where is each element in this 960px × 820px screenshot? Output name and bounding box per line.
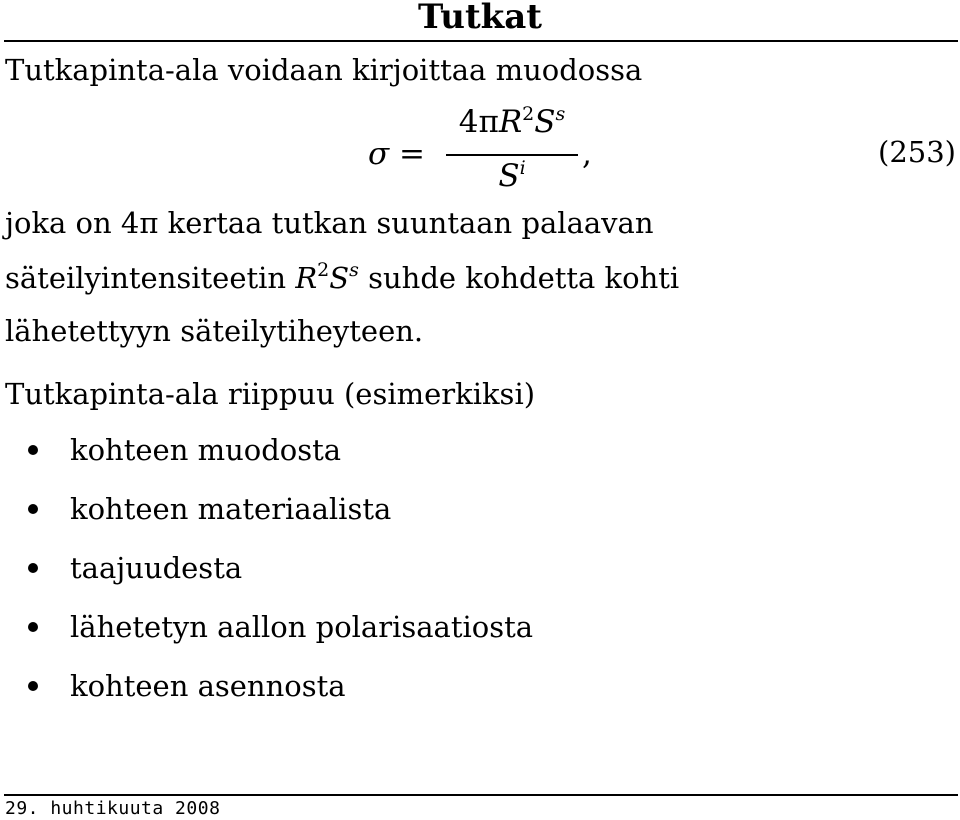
numerator-s: S	[534, 104, 556, 140]
bullet-icon	[28, 445, 38, 455]
list-item-text: kohteen muodosta	[70, 433, 342, 467]
bullet-icon	[28, 504, 38, 514]
list-item-text: taajuudesta	[70, 551, 243, 585]
explanation-line-2	[5, 259, 680, 295]
explanation-s: S	[329, 261, 350, 295]
explanation-r-exponent: 2	[317, 259, 330, 281]
equation-comma: ,	[582, 136, 592, 172]
equation-lhs-text: σ =	[368, 136, 425, 172]
list-item-text: kohteen materiaalista	[70, 492, 392, 526]
numerator-r: R	[498, 104, 523, 140]
title-rule	[4, 40, 958, 42]
explanation-line-2-before: säteilyintensiteetin	[5, 261, 287, 295]
explanation-r: R	[295, 261, 318, 295]
footer-rule	[4, 794, 958, 796]
fraction-bar	[446, 154, 578, 156]
explanation-line-2-after: suhde kohdetta kohti	[368, 261, 680, 295]
equation-fraction	[446, 102, 578, 192]
bullet-icon	[28, 622, 38, 632]
slide-title: Tutkat	[418, 0, 542, 37]
footer-date: 29. huhtikuuta 2008	[5, 798, 221, 819]
bullet-icon	[28, 563, 38, 573]
explanation-line-3: lähetettyyn säteilytiheyteen.	[5, 314, 424, 348]
denominator-s: S	[498, 158, 520, 194]
list-item-text: lähetetyn aallon polarisaatiosta	[70, 610, 534, 644]
explanation-s-exponent: s	[349, 259, 359, 281]
numerator-r-exponent: 2	[522, 103, 535, 125]
numerator-coefficient: 4π	[458, 104, 499, 140]
equation-number: (253)	[878, 135, 956, 169]
depends-intro: Tutkapinta-ala riippuu (esimerkiksi)	[5, 377, 536, 411]
intro-text: Tutkapinta-ala voidaan kirjoittaa muodossa	[5, 53, 643, 87]
fraction-denominator	[446, 158, 578, 194]
equation-lhs	[368, 136, 425, 172]
denominator-exponent: i	[519, 157, 526, 179]
fraction-numerator	[446, 104, 578, 140]
bullet-icon	[28, 681, 38, 691]
explanation-line-1: joka on 4π kertaa tutkan suuntaan palaavan	[5, 206, 654, 240]
list-item-text: kohteen asennosta	[70, 669, 346, 703]
numerator-s-exponent: s	[555, 103, 566, 125]
